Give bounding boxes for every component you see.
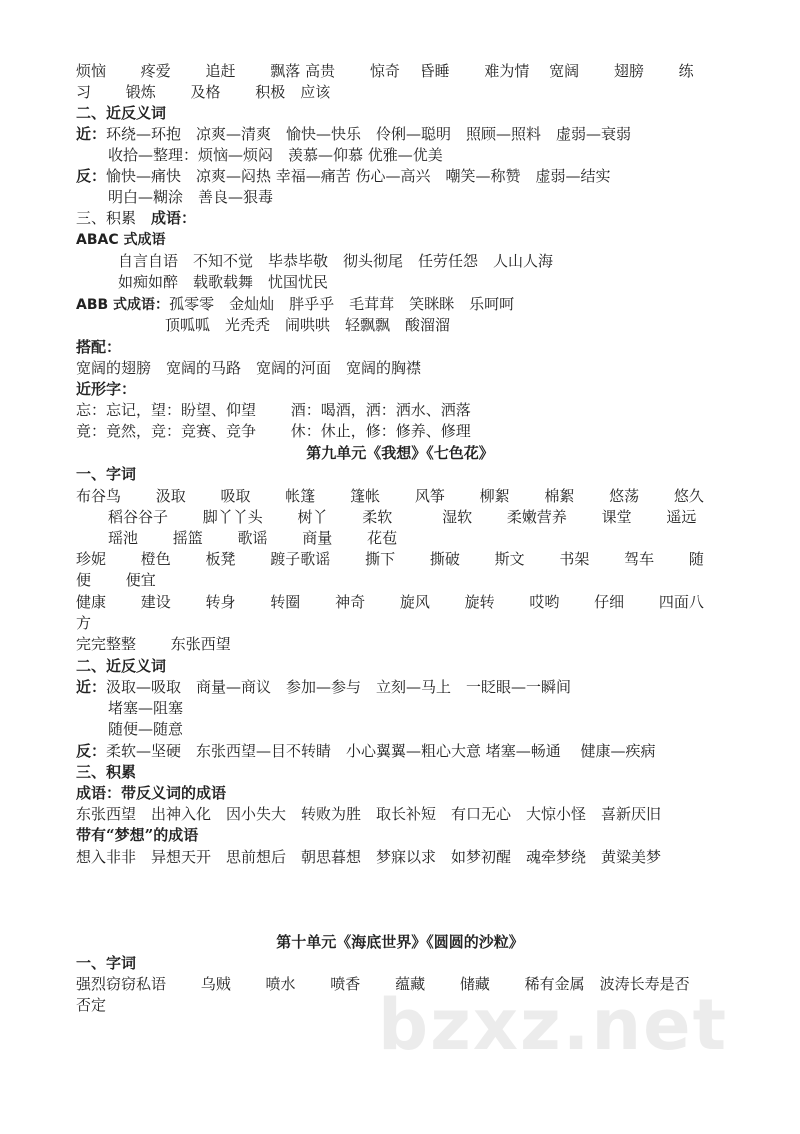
unit8-words-line-1: 烦恼 疼爱 追赶 飘落 高贵 惊奇 昏睡 难为情 宽阔 翅膀 练 (76, 62, 694, 80)
unit8-antonyms-line-1 (76, 166, 740, 187)
idioms-label: 成语： (151, 209, 197, 227)
antonym-pairs: 柔软—坚硬 东张西望—目不转睛 小心翼翼—粗心大意 堵塞—畅通 健康—疾病 (106, 742, 656, 760)
synonym-label: 近： (76, 125, 107, 143)
unit9-words-line-5: 便 便宜 (76, 571, 156, 589)
unit9-words-heading: 一、字词 (76, 465, 137, 483)
unit9-words-line-1: 布谷鸟 汲取 吸取 帐篷 篷帐 风筝 柳絮 棉絮 悠荡 悠久 (76, 487, 704, 505)
accumulation-prefix: 三、积累 (76, 209, 152, 227)
site-watermark: bzxz.net (378, 984, 729, 1066)
unit8-synonyms-line-2: 收拾—整理：烦恼—烦闷 羡慕—仰慕 优雅—优美 (108, 146, 443, 164)
unit10-words-line-2: 否定 (76, 996, 107, 1014)
unit9-synonyms-line-1 (76, 677, 740, 698)
unit9-words-line-7: 方 (76, 614, 92, 632)
unit9-dream-idioms-line: 想入非非 异想天开 思前想后 朝思暮想 梦寐以求 如梦初醒 魂牵梦绕 黄粱美梦 (76, 848, 662, 866)
similar-chars-line-1: 忘：忘记，望：盼望、仰望 酒：喝酒，洒：洒水、洒落 (76, 401, 471, 419)
collocation-heading: 搭配： (76, 338, 122, 356)
unit8-synonyms-line-1 (76, 124, 740, 145)
abb-idioms-line-1 (76, 294, 740, 315)
unit8-synonyms-heading: 二、近反义词 (76, 104, 167, 122)
unit9-accumulation-heading: 三、积累 (76, 763, 137, 781)
unit9-words-line-8: 完完整整 东张西望 (76, 635, 231, 653)
abb-idioms-list: 孤零零 金灿灿 胖乎乎 毛茸茸 笑眯眯 乐呵呵 (169, 295, 515, 313)
unit9-words-line-3: 瑶池 摇篮 歌谣 商量 花苞 (108, 529, 398, 547)
abac-idioms-heading: ABAC 式成语 (76, 232, 166, 248)
abac-idioms-line-1: 自言自语 不知不觉 毕恭毕敬 彻头彻尾 任劳任怨 人山人海 (118, 252, 554, 270)
unit10-words-line-1: 强烈窃窃私语 乌贼 喷水 喷香 蕴藏 储藏 稀有金属 波涛长寿是否 (76, 975, 690, 993)
antonym-pairs: 愉快—痛快 凉爽—闷热 幸福—痛苦 伤心—高兴 嘲笑—称赞 虚弱—结实 (106, 167, 611, 185)
unit9-antonym-idioms-line: 东张西望 出神入化 因小失大 转败为胜 取长补短 有口无心 大惊小怪 喜新厌旧 (76, 805, 662, 823)
unit9-title: 第九单元《我想》《七色花》 (306, 444, 494, 462)
unit9-antonym-idioms-heading: 成语：带反义词的成语 (76, 784, 227, 802)
synonym-label: 近： (76, 678, 107, 696)
similar-chars-line-2: 竟：竟然，竞：竞赛、竞争 休：休止，修：修养、修理 (76, 422, 471, 440)
unit9-synonyms-line-2: 堵塞—阻塞 (108, 699, 184, 717)
abb-idioms-line-2: 顶呱呱 光秃秃 闹哄哄 轻飘飘 酸溜溜 (165, 316, 451, 334)
collocation-line: 宽阔的翅膀 宽阔的马路 宽阔的河面 宽阔的胸襟 (76, 359, 422, 377)
similar-chars-heading: 近形字： (76, 380, 137, 398)
unit9-words-line-6: 健康 建设 转身 转圈 神奇 旋风 旋转 哎哟 仔细 四面八 (76, 593, 704, 611)
synonym-pairs: 环绕—环抱 凉爽—清爽 愉快—快乐 伶俐—聪明 照顾—照料 虚弱—衰弱 (106, 125, 632, 143)
unit8-words-line-2: 习 锻炼 及格 积极 应该 (76, 83, 331, 101)
unit9-antonyms-line-1 (76, 741, 740, 762)
antonym-label: 反： (76, 167, 107, 185)
unit10-words-heading: 一、字词 (76, 954, 137, 972)
unit8-accumulation-heading (76, 208, 740, 229)
unit9-synonyms-heading: 二、近反义词 (76, 657, 167, 675)
unit9-words-line-4: 珍妮 橙色 板凳 踱子歌谣 撕下 撕破 斯文 书架 驾车 随 (76, 550, 704, 568)
unit9-dream-idioms-heading: 带有“梦想”的成语 (76, 826, 199, 844)
antonym-label: 反： (76, 742, 107, 760)
abac-idioms-line-2: 如痴如醉 载歌载舞 忧国忧民 (118, 273, 329, 291)
synonym-pairs: 汲取—吸取 商量—商议 参加—参与 立刻—马上 一眨眼—一瞬间 (106, 678, 572, 696)
unit10-title: 第十单元《海底世界》《圆圆的沙粒》 (276, 933, 524, 951)
unit8-antonyms-line-2: 明白—糊涂 善良—狠毒 (108, 188, 274, 206)
abb-idioms-label: ABB 式成语： (76, 297, 170, 313)
unit9-words-line-2: 稻谷谷子 脚丫丫头 树丫 柔软 湿软 柔嫩营养 课堂 遥远 (108, 508, 697, 526)
unit9-synonyms-line-3: 随便—随意 (108, 720, 184, 738)
